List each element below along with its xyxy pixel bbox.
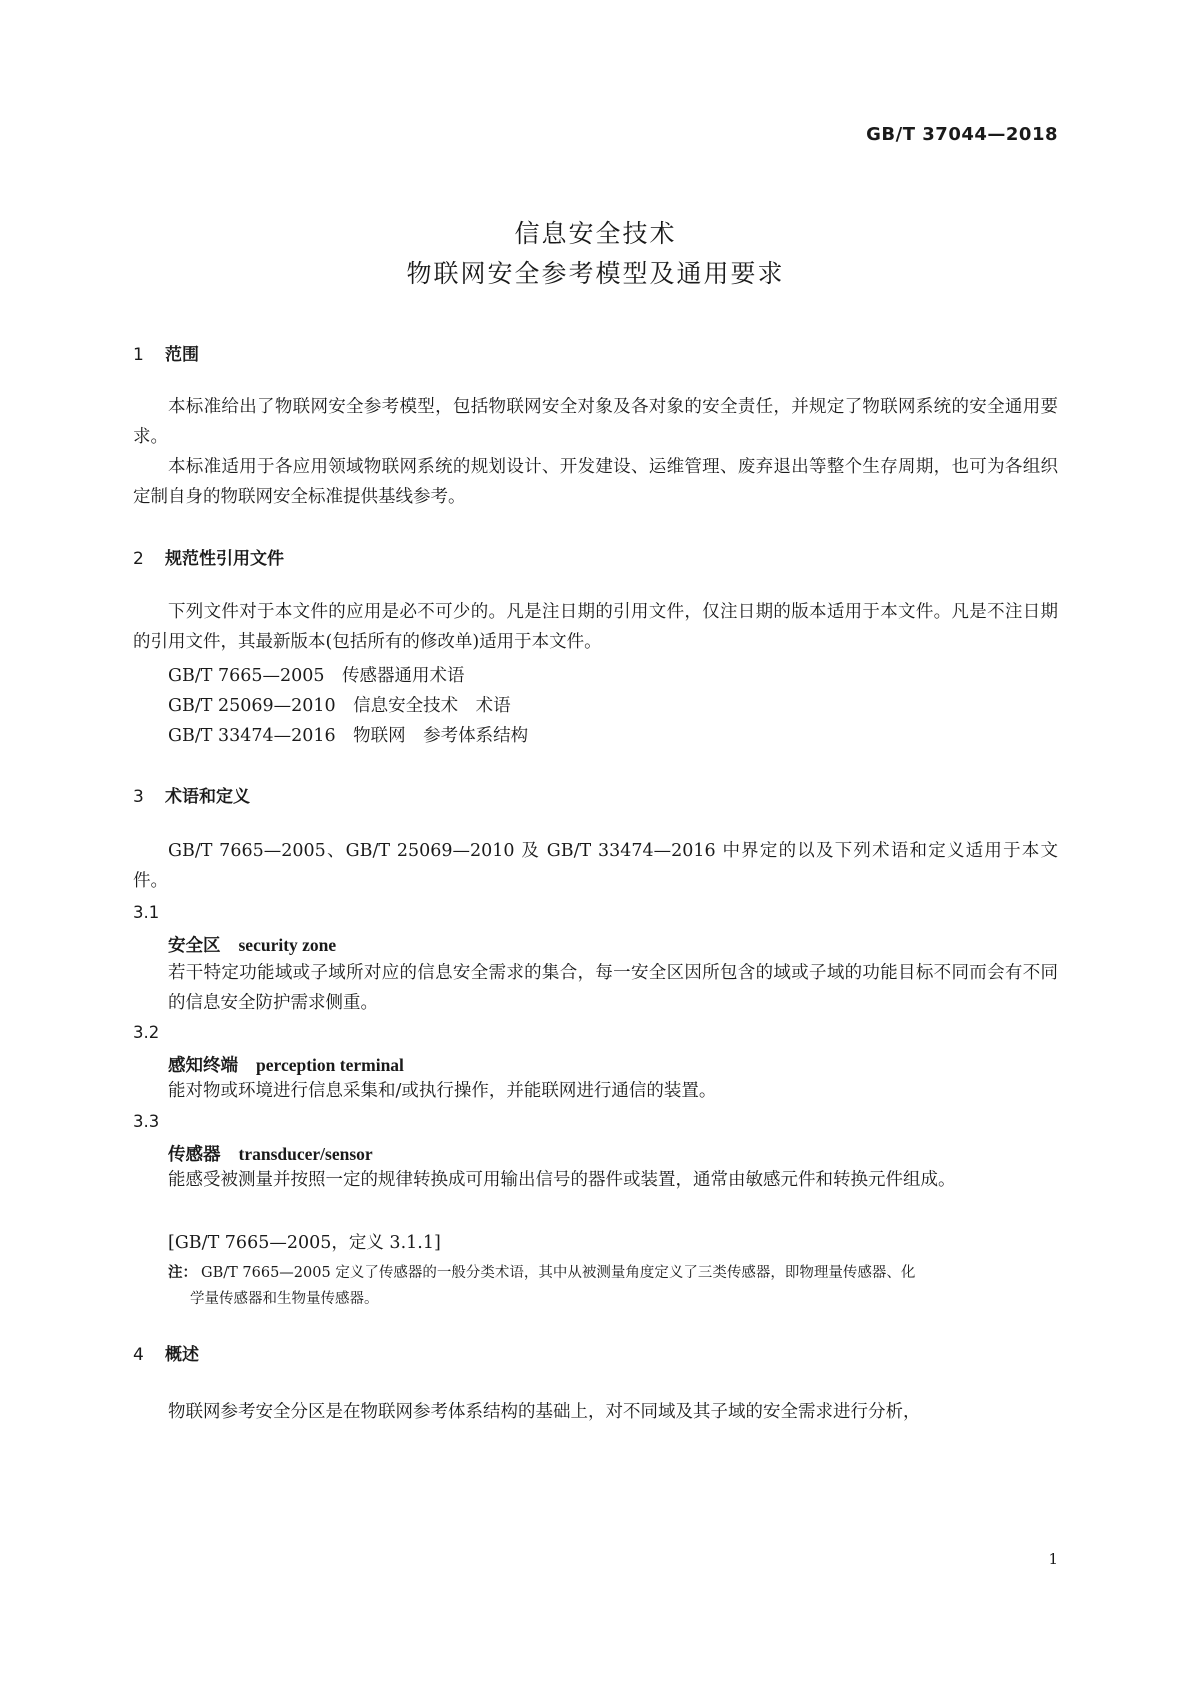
- paragraph: 本标准给出了物联网安全参考模型，包括物联网安全对象及各对象的安全责任，并规定了物联网系统的安全通用要求。: [133, 397, 1058, 447]
- paragraph: 本标准适用于各应用领域物联网系统的规划设计、开发建设、运维管理、废弃退出等整个生存周期，也可为各组织定制自身的物联网安全标准提供基线参考。: [133, 457, 1058, 507]
- term-zh: 感知终端: [168, 1056, 238, 1076]
- paragraph: GB/T 7665—2005、GB/T 25069—2010 及 GB/T 33474—2016 中界定的以及下列术语和定义适用于本文件。: [133, 841, 1058, 891]
- term-entry: [168, 1052, 404, 1077]
- note-text: GB/T 7665—2005 定义了传感器的一般分类术语，其中从被测量角度定义了三类传感器，即物理量传感器、化: [201, 1265, 916, 1281]
- term-en: transducer/sensor: [238, 1144, 373, 1164]
- normative-reference: GB/T 25069—2010 信息安全技术 术语: [168, 696, 511, 716]
- page-number: 1: [1048, 1550, 1058, 1568]
- note-text-continued: 学量传感器和生物量传感器。: [190, 1291, 379, 1307]
- section-2-heading: [133, 544, 284, 569]
- document-title-line2: 物联网安全参考模型及通用要求: [406, 259, 785, 288]
- term-definition: 若干特定功能域或子域所对应的信息安全需求的集合，每一安全区因所包含的域或子域的功能目标不同而会有不同的信息安全防护需求侧重。: [168, 963, 1058, 1013]
- section-4-heading: [133, 1340, 199, 1365]
- paragraph: 下列文件对于本文件的应用是必不可少的。凡是注日期的引用文件，仅注日期的版本适用于本文件。凡是不注日期的引用文件，其最新版本(包括所有的修改单)适用于本文件。: [133, 602, 1058, 652]
- term-entry: [168, 1141, 373, 1166]
- section-title: 规范性引用文件: [165, 549, 284, 569]
- term-source: [GB/T 7665—2005，定义 3.1.1]: [168, 1233, 441, 1253]
- section-number: 2: [133, 549, 144, 569]
- section-4-body: [133, 1397, 1058, 1427]
- note-label: 注：: [168, 1264, 197, 1281]
- term-zh: 安全区: [168, 936, 221, 956]
- section-number: 4: [133, 1345, 144, 1365]
- document-title-line1: 信息安全技术: [514, 219, 677, 248]
- section-title: 范围: [165, 345, 199, 365]
- section-2-intro: [133, 597, 1058, 657]
- term-en: security zone: [238, 935, 337, 955]
- clause-number: 3.3: [133, 1112, 160, 1131]
- standard-code: GB/T 37044—2018: [866, 124, 1058, 145]
- paragraph: 物联网参考安全分区是在物联网参考体系结构的基础上，对不同域及其子域的安全需求进行分析，: [168, 1402, 921, 1422]
- section-3-heading: [133, 782, 250, 807]
- section-3-intro: [133, 836, 1058, 896]
- section-1-heading: [133, 340, 199, 365]
- clause-number: 3.2: [133, 1023, 160, 1042]
- section-1-body: [133, 392, 1058, 512]
- term-entry: [168, 932, 336, 957]
- section-title: 概述: [165, 1345, 199, 1365]
- term-definition: 能感受被测量并按照一定的规律转换成可用输出信号的器件或装置，通常由敏感元件和转换元件组成。: [168, 1170, 956, 1190]
- section-number: 3: [133, 787, 144, 807]
- term-definition: 能对物或环境进行信息采集和/或执行操作，并能联网进行通信的装置。: [168, 1081, 717, 1101]
- normative-reference: GB/T 7665—2005 传感器通用术语: [168, 666, 465, 686]
- term-en: perception terminal: [256, 1055, 404, 1075]
- section-title: 术语和定义: [165, 787, 250, 807]
- normative-reference: GB/T 33474—2016 物联网 参考体系结构: [168, 726, 529, 746]
- term-note: [168, 1260, 1058, 1312]
- section-number: 1: [133, 345, 144, 365]
- clause-number: 3.1: [133, 903, 160, 922]
- term-zh: 传感器: [168, 1145, 221, 1165]
